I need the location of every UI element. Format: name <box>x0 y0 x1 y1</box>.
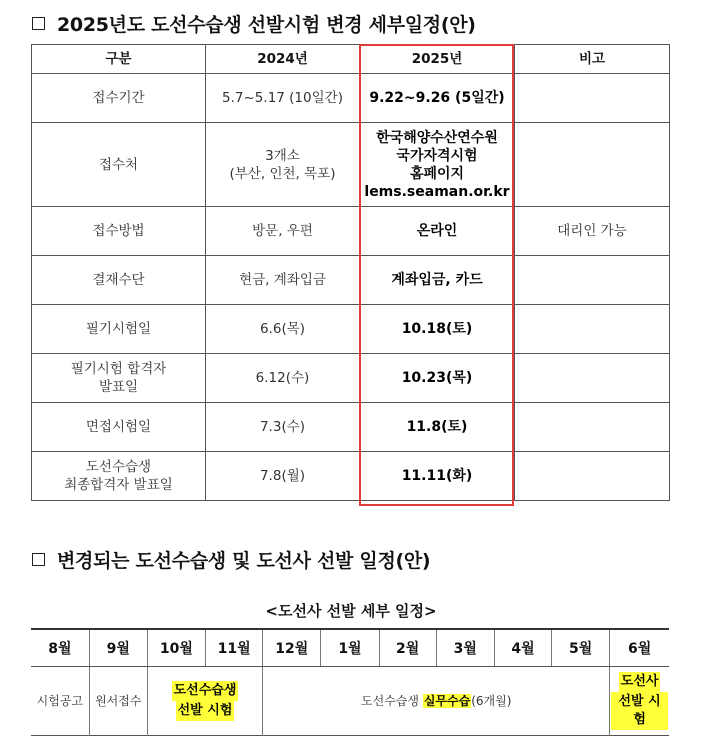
activity-exam-notice: 시험공고 <box>31 667 89 736</box>
activity-application: 원서접수 <box>89 667 147 736</box>
month-header: 10월 <box>147 629 205 667</box>
row-label: 필기시험 합격자 발표일 <box>32 354 206 403</box>
month-header: 6월 <box>610 629 669 667</box>
month-header: 8월 <box>31 629 89 667</box>
table-row <box>32 207 670 256</box>
value-2024: 7.8(월) <box>206 452 360 501</box>
activity-pilot-exam <box>610 667 669 736</box>
schedule-header-row <box>32 45 670 74</box>
value-2025: 9.22~9.26 (5일간) <box>360 74 515 123</box>
row-label: 접수방법 <box>32 207 206 256</box>
value-2025: 한국해양수산연수원 국가자격시험 홈페이지 lems.seaman.or.kr <box>360 123 515 207</box>
section1-title: 2025년도 도선수습생 선발시험 변경 세부일정(안) <box>57 14 476 36</box>
pilot-schedule-subtitle: <도선사 선발 세부 일정> <box>265 602 437 620</box>
value-2024: 6.6(목) <box>206 305 360 354</box>
value-2025: 계좌입금, 카드 <box>360 256 515 305</box>
value-note: 대리인 가능 <box>515 207 670 256</box>
value-note <box>515 256 670 305</box>
header-note: 비고 <box>515 45 670 74</box>
month-header: 1월 <box>321 629 379 667</box>
month-header-row <box>31 629 669 667</box>
value-2024: 방문, 우편 <box>206 207 360 256</box>
section1-heading <box>32 10 476 37</box>
activity-trainee-exam <box>147 667 262 736</box>
value-2025: 10.18(토) <box>360 305 515 354</box>
value-2024: 5.7~5.17 (10일간) <box>206 74 360 123</box>
header-2024: 2024년 <box>206 45 360 74</box>
schedule-activity-row <box>31 667 669 736</box>
value-2025: 온라인 <box>360 207 515 256</box>
pilot-exam-line2: 선발 시험 <box>611 692 668 730</box>
table-row <box>32 305 670 354</box>
month-header: 9월 <box>89 629 147 667</box>
table-row <box>32 256 670 305</box>
row-label: 접수기간 <box>32 74 206 123</box>
checkbox-square-icon <box>32 553 45 566</box>
table-row <box>32 123 670 207</box>
value-2025: 10.23(목) <box>360 354 515 403</box>
row-label: 면접시험일 <box>32 403 206 452</box>
header-category: 구분 <box>32 45 206 74</box>
checkbox-square-icon <box>32 17 45 30</box>
row-label: 도선수습생 최종합격자 발표일 <box>32 452 206 501</box>
section2-title: 변경되는 도선수습생 및 도선사 선발 일정(안) <box>57 550 431 572</box>
table-row <box>32 403 670 452</box>
value-note <box>515 403 670 452</box>
header-2025: 2025년 <box>360 45 515 74</box>
section2-heading <box>32 546 430 573</box>
month-header: 2월 <box>379 629 436 667</box>
row-label: 필기시험일 <box>32 305 206 354</box>
month-header: 4월 <box>494 629 551 667</box>
value-note <box>515 74 670 123</box>
trainee-exam-line1: 도선수습생 <box>172 681 239 701</box>
value-note <box>515 354 670 403</box>
schedule-table <box>31 44 670 501</box>
month-header: 11월 <box>206 629 263 667</box>
activity-practical-training <box>263 667 610 736</box>
month-header: 12월 <box>263 629 321 667</box>
row-label: 결재수단 <box>32 256 206 305</box>
table-row <box>32 74 670 123</box>
value-2025: 11.11(화) <box>360 452 515 501</box>
month-header: 5월 <box>552 629 610 667</box>
training-highlight: 실무수습 <box>423 694 471 708</box>
value-2025: 11.8(토) <box>360 403 515 452</box>
value-2024: 현금, 계좌입금 <box>206 256 360 305</box>
value-2024: 3개소 (부산, 인천, 목포) <box>206 123 360 207</box>
row-label: 접수처 <box>32 123 206 207</box>
month-header: 3월 <box>436 629 494 667</box>
pilot-exam-line1: 도선사 <box>619 672 661 692</box>
training-suffix: (6개월) <box>471 694 512 708</box>
value-note <box>515 123 670 207</box>
value-2024: 6.12(수) <box>206 354 360 403</box>
value-note <box>515 452 670 501</box>
value-note <box>515 305 670 354</box>
table-row <box>32 354 670 403</box>
pilot-schedule-table <box>31 628 669 736</box>
value-2024: 7.3(수) <box>206 403 360 452</box>
trainee-exam-line2: 선발 시험 <box>176 701 235 721</box>
table-row <box>32 452 670 501</box>
training-prefix: 도선수습생 <box>361 694 423 708</box>
